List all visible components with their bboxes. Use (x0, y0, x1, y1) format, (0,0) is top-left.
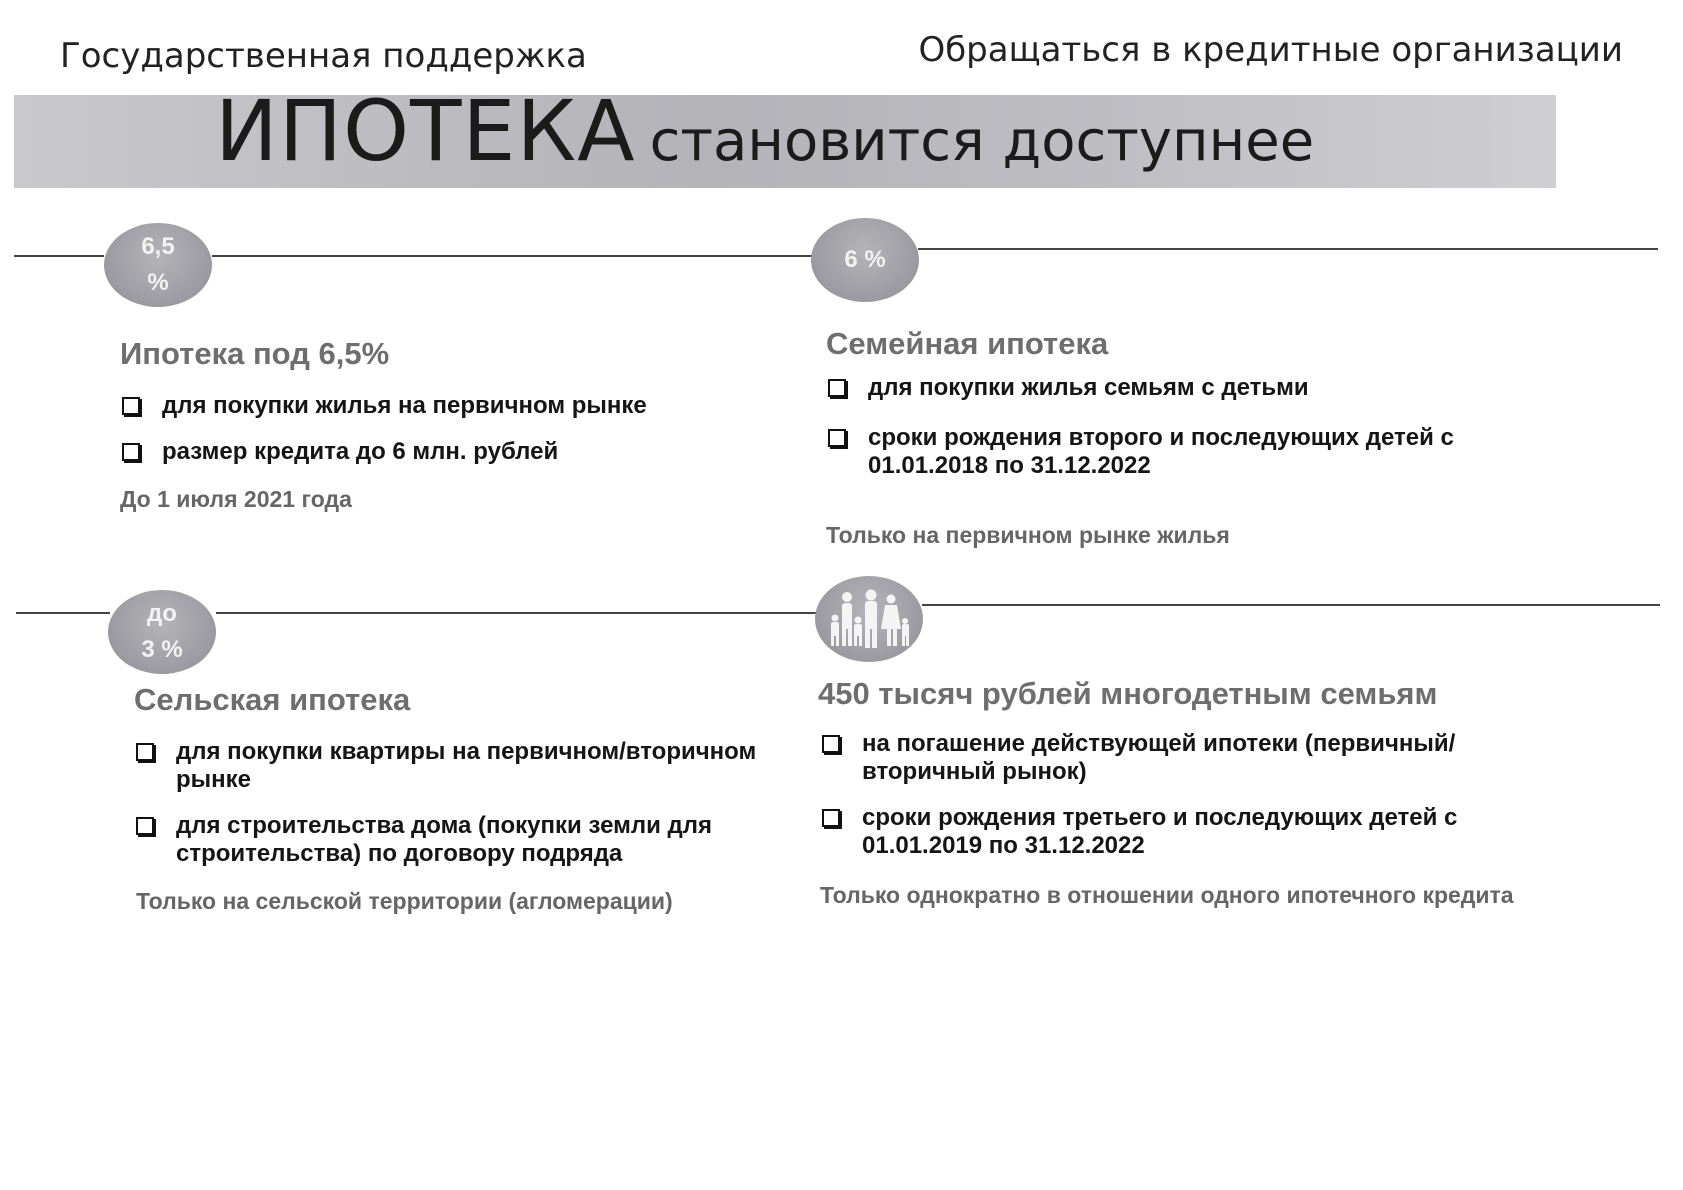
checkbox-bullet-icon (122, 397, 140, 415)
list-item-text: размер кредита до 6 млн. рублей (162, 438, 559, 465)
list-item-text: для покупки квартиры на первичном/вторичном рынке (176, 738, 757, 793)
header-right-text: Обращаться в кредитные организации (918, 30, 1623, 70)
block-note: Только на первичном рынке жилья (826, 522, 1230, 548)
list-item-text: для покупки жилья на первичном рынке (162, 392, 647, 419)
list-item-text: на погашение действующей ипотеки (первичный/вторичный рынок) (862, 730, 1456, 785)
list-item (828, 424, 1528, 480)
list-item (136, 812, 776, 868)
block-list-large-family-payment (822, 730, 1522, 860)
list-item-text: для покупки жилья семьям с детьми (868, 374, 1309, 401)
badge-line: % (147, 269, 169, 296)
list-item (822, 730, 1522, 786)
badge-line: до (147, 600, 177, 627)
divider-bottom-right (922, 604, 1660, 606)
list-item (122, 392, 762, 420)
banner-title-small: становится доступнее (649, 109, 1315, 174)
checkbox-bullet-icon (136, 817, 154, 835)
divider-bottom-left (16, 612, 110, 614)
list-item-text: сроки рождения второго и последующих детей с 01.01.2018 по 31.12.2022 (868, 424, 1454, 479)
block-title-large-family-payment: 450 тысяч рублей многодетным семьям (818, 676, 1438, 711)
badge-line: 3 % (141, 636, 183, 663)
header-left-text: Государственная поддержка (60, 36, 587, 76)
checkbox-bullet-icon (828, 379, 846, 397)
divider-top-middle (212, 255, 812, 257)
family-badge (815, 576, 923, 662)
list-item (822, 804, 1522, 860)
checkbox-bullet-icon (822, 809, 840, 827)
checkbox-bullet-icon (822, 735, 840, 753)
badge-line: 6,5 (141, 233, 175, 260)
block-title-rural-mortgage: Сельская ипотека (134, 682, 411, 717)
block-title-family-mortgage: Семейная ипотека (826, 326, 1109, 361)
block-list-mortgage-6-5 (122, 392, 762, 466)
list-item (136, 738, 776, 794)
divider-top-left (14, 255, 104, 257)
block-list-family-mortgage (828, 374, 1528, 480)
badge-line: 6 % (844, 246, 886, 273)
list-item (828, 374, 1528, 402)
family-icon (827, 588, 911, 650)
list-item (122, 438, 762, 466)
block-list-rural-mortgage (136, 738, 776, 868)
rate-badge-6-5 (104, 223, 212, 307)
checkbox-bullet-icon (122, 443, 140, 461)
block-title-mortgage-6-5: Ипотека под 6,5% (120, 336, 390, 371)
banner-title-big: ИПОТЕКА (215, 82, 636, 180)
list-item-text: для строительства дома (покупки земли для строительства) по договору подряда (176, 812, 713, 867)
block-note: Только однократно в отношении одного ипотечного кредита (820, 882, 1514, 908)
list-item-text: сроки рождения третьего и последующих детей с 01.01.2019 по 31.12.2022 (862, 804, 1458, 859)
divider-bottom-middle (216, 612, 816, 614)
block-note: Только на сельской территории (агломерации) (136, 888, 673, 914)
checkbox-bullet-icon (136, 743, 154, 761)
rate-badge-3 (108, 590, 216, 674)
divider-top-right (918, 248, 1658, 250)
checkbox-bullet-icon (828, 429, 846, 447)
banner-title (215, 82, 1314, 180)
block-note: До 1 июля 2021 года (120, 486, 352, 512)
rate-badge-6 (811, 218, 919, 302)
